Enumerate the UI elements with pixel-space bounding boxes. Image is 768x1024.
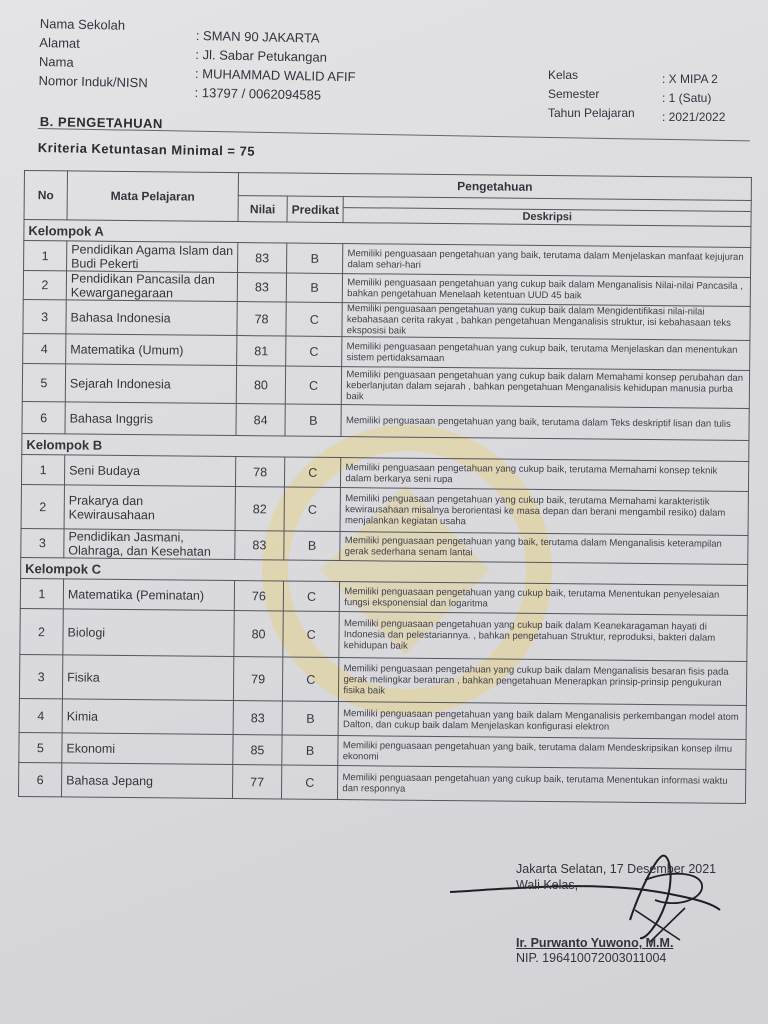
class-info-labels: [548, 66, 635, 123]
row-score: 82: [235, 487, 284, 531]
label-semester: Semester: [548, 87, 600, 101]
row-score: 78: [235, 457, 284, 487]
row-description: Memiliki penguasaan pengetahuan yang cukup baik dalam Memahami konsep perubahan dan keberlanjutan dalam sejarah , bahkan pengetahuan Menganalisis kehidupan manusia purba baik: [342, 367, 750, 409]
row-description: Memiliki penguasaan pengetahuan yang baik, terutama dalam Menganalisis keterampilan gerak sederhana senam lantai: [340, 532, 748, 565]
row-score: 80: [234, 611, 283, 657]
row-number: 5: [22, 363, 65, 401]
value-address: : Jl. Sabar Petukangan: [195, 46, 328, 65]
header-no: No: [24, 171, 67, 220]
table-row: [20, 608, 747, 661]
signature-name: Ir. Purwanto Yuwono, M.M.: [516, 936, 674, 950]
signature-role: Wali Kelas,: [516, 878, 579, 892]
row-predicate: C: [284, 487, 341, 532]
row-number: 4: [19, 698, 62, 732]
kkm-label: Kriteria Ketuntasan Minimal = 75: [37, 140, 256, 159]
table-row: [19, 654, 746, 705]
row-score: 80: [236, 366, 285, 404]
label-name: Nama: [38, 53, 74, 70]
row-predicate: C: [285, 366, 342, 405]
section-title: B. PENGETAHUAN: [39, 114, 164, 132]
row-number: 4: [23, 333, 66, 363]
student-info-values: [194, 26, 356, 105]
row-score: 81: [237, 336, 286, 366]
row-number: 3: [21, 528, 64, 557]
label-class: Kelas: [548, 68, 579, 82]
row-subject: Biologi: [63, 609, 234, 657]
row-predicate: C: [283, 611, 340, 658]
student-info-labels: [38, 14, 149, 92]
row-score: 85: [233, 735, 282, 765]
class-info-values: [662, 70, 725, 127]
row-predicate: B: [287, 243, 344, 274]
signature-place-date: Jakarta Selatan, 17 Desember 2021: [516, 862, 717, 876]
row-number: 2: [21, 484, 64, 528]
row-description: Memiliki penguasaan pengetahuan yang baik, terutama dalam Teks deskriptif lisan dan tulis: [341, 405, 749, 441]
row-predicate: B: [282, 735, 339, 766]
row-subject: Pendidikan Agama Islam dan Budi Pekerti: [67, 241, 238, 273]
row-description: Memiliki penguasaan pengetahuan yang cukup baik dalam Menganalisis Nilai-nilai Pancasila , bahkan pengetahuan Menelaah ketentuan UUD 45 baik: [343, 274, 751, 307]
header-description: Deskripsi: [343, 208, 751, 227]
row-predicate: C: [284, 457, 341, 488]
value-year: : 2021/2022: [662, 110, 726, 124]
row-description: Memiliki penguasaan pengetahuan yang cukup baik, terutama Menjelaskan dan menentukan sistem pertidaksamaan: [342, 337, 750, 371]
row-predicate: B: [284, 531, 341, 561]
row-description: Memiliki penguasaan pengetahuan yang cukup baik, terutama Menentukan penyelesaian fungsi eksponensial dan logaritma: [340, 582, 748, 616]
value-id: : 13797 / 0062094585: [194, 84, 322, 103]
row-number: 2: [20, 608, 63, 654]
row-subject: Matematika (Umum): [66, 334, 237, 366]
row-description: Memiliki penguasaan pengetahuan yang cukup baik, terutama Memahami karakteristik kewirausahaan misalnya berorientasi ke masa depan dan berani mengambil resiko) dalam menjalankan kegiatan usaha: [340, 488, 748, 536]
row-subject: Prakarya dan Kewirausahaan: [64, 485, 235, 531]
row-predicate: B: [285, 404, 342, 437]
row-subject: Sejarah Indonesia: [65, 364, 236, 404]
row-subject: Kimia: [62, 699, 233, 735]
row-predicate: C: [286, 336, 343, 367]
row-description: Memiliki penguasaan pengetahuan yang cukup baik dalam Menganalisis besaran fisis pada gerak melingkar beraturan , bahkan pengetahuan Menerapkan prinsip-prinsip pengukuran fisika baik: [339, 658, 747, 706]
row-predicate: C: [283, 581, 340, 612]
row-number: 3: [23, 299, 66, 333]
row-predicate: C: [282, 657, 339, 702]
row-number: 1: [21, 454, 64, 484]
label-id: Nomor Induk/NISN: [38, 72, 148, 91]
row-description: Memiliki penguasaan pengetahuan yang cukup baik dalam Mengidentifikasi nilai-nilai kebahasaan cerita rakyat , bahkan pengetahuan Menganalisis struktur, isi kebahasaan teks eksposisi baik: [342, 303, 750, 341]
row-subject: Seni Budaya: [64, 455, 235, 487]
row-subject: Bahasa Inggris: [65, 402, 236, 436]
row-subject: Bahasa Jepang: [61, 763, 232, 799]
row-description: Memiliki penguasaan pengetahuan yang baik dalam Menganalisis perkembangan model atom Dalton, dan cukup baik dalam Menjelaskan konfigurasi elektron: [338, 702, 746, 740]
row-subject: Pendidikan Pancasila dan Kewarganegaraan: [66, 271, 237, 302]
group-name: Kelompok B: [22, 433, 749, 461]
row-number: 3: [19, 654, 62, 698]
signature-nip: NIP. 196410072003011004: [516, 951, 667, 965]
header-knowledge: Pengetahuan: [238, 173, 751, 201]
row-number: 1: [24, 241, 67, 271]
row-number: 6: [22, 401, 65, 433]
row-number: 1: [20, 578, 63, 608]
row-number: 5: [19, 732, 62, 762]
table-row: [18, 762, 745, 803]
row-subject: Ekonomi: [62, 733, 233, 765]
row-subject: Bahasa Indonesia: [66, 300, 237, 336]
row-subject: Matematika (Peminatan): [63, 579, 234, 611]
row-score: 83: [237, 273, 286, 302]
header-predicate: Predikat: [287, 196, 344, 223]
row-score: 78: [237, 302, 286, 336]
label-year: Tahun Pelajaran: [548, 106, 635, 120]
table-row: [21, 484, 748, 535]
value-name: : MUHAMMAD WALID AFIF: [194, 65, 356, 85]
row-description: Memiliki penguasaan pengetahuan yang cukup baik dalam Keanekaragaman hayati di Indonesia dan pelestariannya. , bahkan pengetahuan Struktur, reproduksi, bakteri dalam kehidupan baik: [339, 612, 747, 662]
row-predicate: B: [286, 273, 343, 303]
row-description: Memiliki penguasaan pengetahuan yang cukup baik, terutama Memahami konsep teknik dalam berkarya seni rupa: [341, 458, 749, 492]
label-address: Alamat: [39, 34, 81, 51]
row-score: 83: [238, 243, 287, 273]
row-predicate: C: [286, 302, 343, 337]
row-number: 2: [23, 271, 66, 300]
value-semester: : 1 (Satu): [662, 91, 712, 105]
row-score: 77: [232, 765, 281, 799]
row-description: Memiliki penguasaan pengetahuan yang baik, terutama dalam Mendeskripsikan konsep ilmu ekonomi: [338, 736, 746, 770]
value-school: : SMAN 90 JAKARTA: [195, 27, 320, 46]
row-description: Memiliki penguasaan pengetahuan yang baik, terutama dalam Menjelaskan manfaat kejujuran dalam sehari-hari: [343, 244, 751, 278]
row-subject: Pendidikan Jasmani, Olahraga, dan Kesehatan: [64, 529, 235, 560]
label-school: Nama Sekolah: [39, 15, 126, 33]
row-number: 6: [18, 762, 61, 796]
header-score: Nilai: [238, 196, 287, 222]
row-score: 84: [236, 404, 285, 436]
row-score: 79: [233, 657, 282, 701]
row-score: 83: [235, 531, 284, 560]
grades-table: [18, 170, 752, 804]
row-score: 76: [234, 581, 283, 611]
row-score: 83: [233, 701, 282, 735]
group-name: Kelompok A: [24, 220, 751, 248]
row-predicate: B: [282, 701, 339, 736]
value-class: : X MIPA 2: [662, 72, 718, 86]
group-name: Kelompok C: [21, 557, 748, 585]
row-description: Memiliki penguasaan pengetahuan yang cukup baik, terutama Menentukan informasi waktu dan responnya: [338, 766, 746, 804]
row-subject: Fisika: [62, 655, 233, 701]
row-predicate: C: [281, 765, 338, 800]
header-subject: Mata Pelajaran: [67, 171, 238, 222]
